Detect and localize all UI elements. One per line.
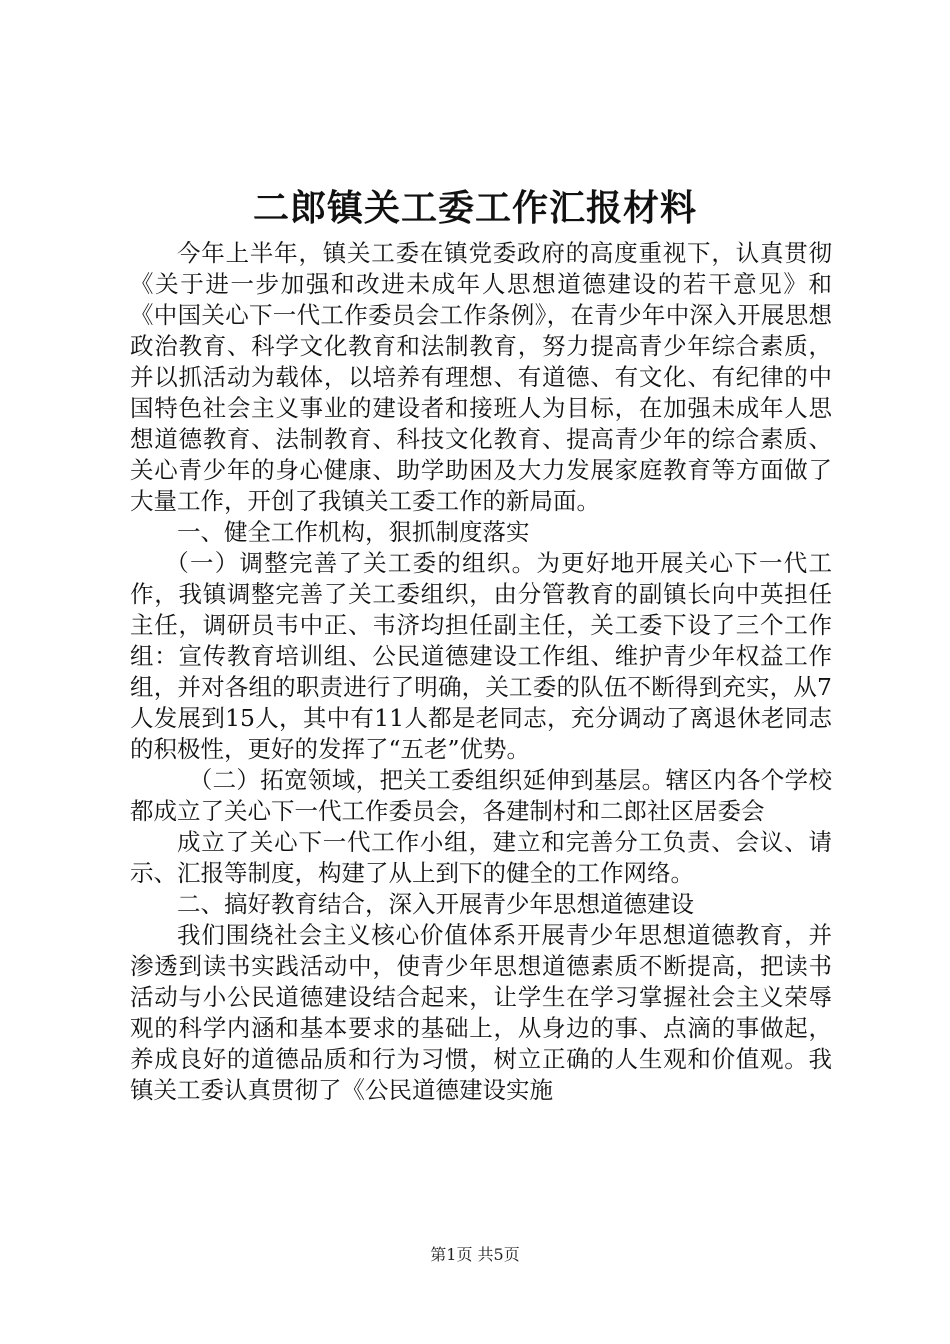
document-title: 二郎镇关工委工作汇报材料 xyxy=(252,187,697,229)
page-number: 第1页 共5页 xyxy=(430,1245,520,1264)
document-body xyxy=(130,238,832,1106)
section-heading-2: 二、搞好教育结合，深入开展青少年思想道德建设 xyxy=(177,890,694,918)
section-heading-1: 一、健全工作机构，狠抓制度落实 xyxy=(177,518,530,546)
paragraph-work-network: 成立了关心下一代工作小组，建立和完善分工负责、会议、请示、汇报等制度，构建了从上到下的健全的工作网络。 xyxy=(130,828,832,887)
paragraph-moral-education: 我们围绕社会主义核心价值体系开展青少年思想道德教育，并渗透到读书实践活动中，使青少年思想道德素质不断提高，把读书活动与小公民道德建设结合起来，让学生在学习掌握社会主义荣辱观的科学内涵和基本要求的基础上，从身边的事、点滴的事做起，养成良好的道德品质和行为习惯，树立正确的人生观和价值观。我镇关工委认真贯彻了《公民道德建设实施 xyxy=(130,921,832,1104)
paragraph-extend-field: （二）拓宽领域，把关工委组织延伸到基层。辖区内各个学校都成立了关心下一代工作委员会，各建制村和二郎社区居委会 xyxy=(130,766,832,825)
paragraph-organization: （一）调整完善了关工委的组织。为更好地开展关心下一代工作，我镇调整完善了关工委组织，由分管教育的副镇长向中英担任主任，调研员韦中正、韦济均担任副主任，关工委下设了三个工作组：宣传教育培训组、公民道德建设工作组、维护青少年权益工作组，并对各组的职责进行了明确，关工委的队伍不断得到充实，从7人发展到15人，其中有11人都是老同志，充分调动了离退休老同志的积极性，更好的发挥了“五老”优势。 xyxy=(130,549,832,763)
paragraph-intro: 今年上半年，镇关工委在镇党委政府的高度重视下，认真贯彻《关于进一步加强和改进未成年人思想道德建设的若干意见》和《中国关心下一代工作委员会工作条例》，在青少年中深入开展思想政治教育、科学文化教育和法制教育，努力提高青少年综合素质，并以抓活动为载体，以培养有理想、有道德、有文化、有纪律的中国特色社会主义事业的建设者和接班人为目标，在加强未成年人思想道德教育、法制教育、科技文化教育、提高青少年的综合素质、关心青少年的身心健康、助学助困及大力发展家庭教育等方面做了大量工作，开创了我镇关工委工作的新局面。 xyxy=(130,239,832,515)
